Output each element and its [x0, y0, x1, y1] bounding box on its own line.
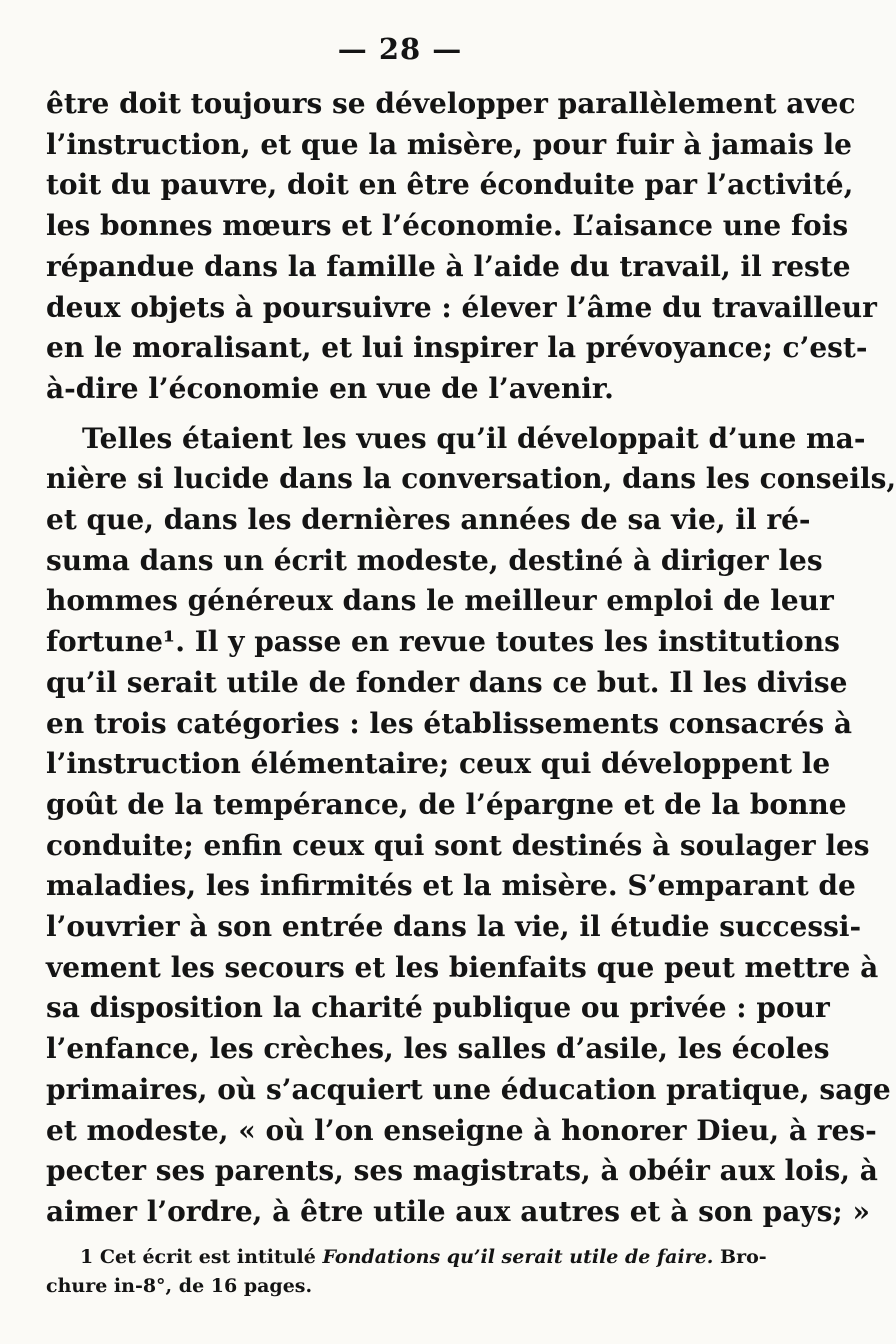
page-number: — 28 — — [337, 32, 463, 66]
text-line: les bonnes mœurs et l’économie. L’aisance une fois — [46, 209, 849, 243]
text-line: aimer l’ordre, à être utile aux autres et à son pays; » — [46, 1194, 870, 1228]
footnote-line: chure in-8°, de 16 pages. — [46, 1275, 313, 1297]
text-line: maladies, les infirmités et la misère. S’emparant de — [46, 869, 856, 903]
text-line: l’ouvrier à son entrée dans la vie, il étudie successi- — [46, 910, 862, 944]
text-line: sa disposition la charité publique ou privée : pour — [46, 991, 830, 1025]
text-line: qu’il serait utile de fonder dans ce but. Il les divise — [46, 665, 848, 699]
footnote-title: Fondations qu’il serait utile de faire. — [322, 1246, 714, 1268]
text-line: et que, dans les dernières années de sa vie, il ré- — [46, 503, 811, 537]
footnote-text: Cet écrit est intitulé — [99, 1246, 316, 1268]
text-line: nière si lucide dans la conversation, dans les conseils, — [46, 462, 896, 496]
text-line: et modeste, « où l’on enseigne à honorer Dieu, à res- — [46, 1113, 877, 1147]
text-line: être doit toujours se développer parallèlement avec — [46, 87, 856, 120]
text-line: pecter ses parents, ses magistrats, à obéir aux lois, à — [46, 1154, 878, 1188]
text-line: l’instruction élémentaire; ceux qui développent le — [46, 747, 831, 781]
text-line: conduite; enfin ceux qui sont destinés à soulager les — [46, 828, 870, 862]
text-line: goût de la tempérance, de l’épargne et de la bonne — [46, 787, 847, 821]
text-line: en trois catégories : les établissements consacrés à — [46, 706, 852, 740]
footnote-text-end: Bro- — [720, 1246, 767, 1268]
text-line: Telles étaient les vues qu’il développait d’une ma- — [82, 421, 866, 455]
text-line: en le moralisant, et lui inspirer la prévoyance; c’est- — [46, 331, 868, 365]
text-line: deux objets à poursuivre : élever l’âme du travailleur — [46, 290, 877, 324]
footnote — [46, 1243, 767, 1301]
footnote-number: 1 — [80, 1246, 94, 1268]
text-line: l’enfance, les crèches, les salles d’asile, les écoles — [46, 1032, 830, 1066]
text-line: suma dans un écrit modeste, destiné à diriger les — [46, 543, 823, 577]
text-line: hommes généreux dans le meilleur emploi de leur — [46, 584, 834, 618]
text-line: répandue dans la famille à l’aide du travail, il reste — [46, 249, 851, 283]
text-line: primaires, où s’acquiert une éducation pratique, sage — [46, 1072, 891, 1106]
text-line: toit du pauvre, doit en être éconduite par l’activité, — [46, 168, 854, 202]
paragraph-2 — [46, 419, 896, 1233]
text-line: à-dire l’économie en vue de l’avenir. — [46, 371, 614, 405]
paragraph-1 — [46, 84, 877, 410]
text-line: l’instruction, et que la misère, pour fuir à jamais le — [46, 127, 852, 161]
paragraph-gap — [46, 410, 754, 419]
text-line: fortune¹. Il y passe en revue toutes les institutions — [46, 625, 840, 659]
text-line: vement les secours et les bienfaits que peut mettre à — [46, 950, 879, 984]
footnote-line — [46, 1243, 767, 1272]
body-text — [46, 84, 896, 1233]
